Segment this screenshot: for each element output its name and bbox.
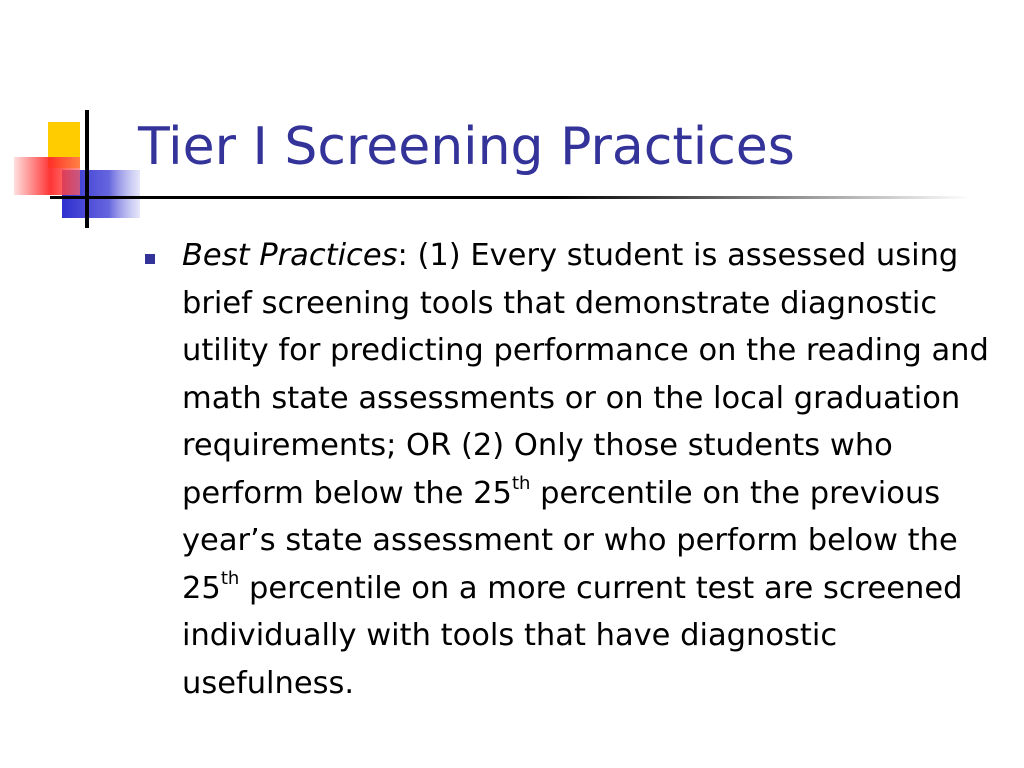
bullet-segment-3: percentile on a more current test are screened individually with tools that have diagnostic usefulness. xyxy=(182,570,963,701)
bullet-text xyxy=(182,232,990,707)
ordinal-suffix-1: th xyxy=(511,472,531,494)
title-divider xyxy=(50,196,970,199)
square-bullet-icon xyxy=(145,254,155,264)
slide-title: Tier I Screening Practices xyxy=(138,117,795,177)
decorative-logo-icon xyxy=(0,100,150,240)
bullet-item xyxy=(145,232,990,707)
bullet-segment-1: : (1) Every student is assessed using brief screening tools that demonstrate diagnostic utility for predicting performance on the reading and math state assessments or on the local graduation requirements; OR (2) Only those students who perform below the 25 xyxy=(182,238,989,511)
bullet-lead: Best Practices xyxy=(182,238,398,273)
ordinal-suffix-2: th xyxy=(220,567,240,589)
bullet-segment-2: percentile on the previous year’s state assessment or who perform below the 25 xyxy=(182,475,958,606)
